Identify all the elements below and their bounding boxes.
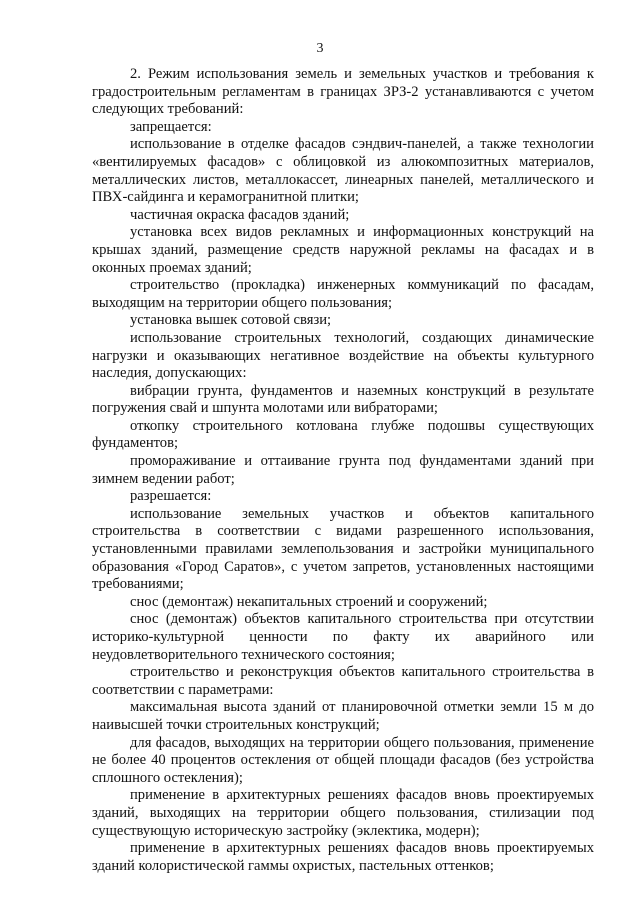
page-number: 3 <box>316 41 324 56</box>
document-body <box>92 66 594 875</box>
paragraph-subitem: для фасадов, выходящих на территории общего пользования, применение не более 40 процентов остекления от общей площади фасадов (без устройства сплошного остекления); <box>92 734 594 786</box>
heading-prohibited: запрещается: <box>130 118 212 135</box>
paragraph-item: строительство и реконструкция объектов капитального строительства в соответствии с параметрами: <box>92 664 594 698</box>
paragraph-item: установка вышек сотовой связи; <box>130 312 332 329</box>
paragraph-subitem: применение в архитектурных решениях фасадов вновь проектируемых зданий, выходящих на территории общего пользования, стилизации под существующую историческую застройку (эклектика, модерн); <box>92 787 594 839</box>
paragraph-item: использование строительных технологий, создающих динамические нагрузки и оказывающих негативное воздействие на объекты культурного наследия, допускающих: <box>92 329 594 382</box>
paragraph-item: установка всех видов рекламных и информационных конструкций на крышах зданий, размещение средств наружной рекламы на фасадах и в оконных проемах зданий; <box>92 224 594 276</box>
paragraph-item: частичная окраска фасадов зданий; <box>130 206 350 223</box>
paragraph-item: снос (демонтаж) объектов капитального строительства при отсутствии историко-культурной ценности по факту их аварийного или неудовлетворительного технического состояния; <box>92 611 594 663</box>
paragraph-subitem: максимальная высота зданий от планировочной отметки земли 15 м до наивысшей точки строительных конструкций; <box>92 699 594 733</box>
paragraph-subitem: промораживание и оттаивание грунта под фундаментами зданий при зимнем ведении работ; <box>92 453 594 487</box>
paragraph-intro: 2. Режим использования земель и земельных участков и требования к градостроительным регламентам в границах ЗРЗ-2 устанавливаются с учетом следующих требований: <box>92 66 594 118</box>
heading-permitted: разрешается: <box>130 488 212 505</box>
paragraph-subitem: откопку строительного котлована глубже подошвы существующих фундаментов; <box>92 417 594 452</box>
paragraph-item: использование в отделке фасадов сэндвич-панелей, а также технологии «вентилируемых фасадов» с облицовкой из алюкомпозитных материалов, металлических листов, металлокассет, линеарных панелей, металлического и ПВХ-сайдинга и керамогранитной плитки; <box>92 136 594 206</box>
paragraph-item: использование земельных участков и объектов капитального строительства в соответствии с видами разрешенного использования, установленными правилами землепользования и застройки муниципального образования «Город Саратов», с учетом запретов, установленных настоящими требованиями; <box>92 505 594 593</box>
paragraph-subitem: применение в архитектурных решениях фасадов вновь проектируемых зданий колористической гаммы охристых, пастельных оттенков; <box>92 840 594 874</box>
paragraph-subitem: вибрации грунта, фундаментов и наземных конструкций в результате погружения свай и шпунта молотами или вибраторами; <box>92 382 594 417</box>
paragraph-item: снос (демонтаж) некапитальных строений и сооружений; <box>130 593 488 610</box>
paragraph-item: строительство (прокладка) инженерных коммуникаций по фасадам, выходящим на территории общего пользования; <box>92 277 594 311</box>
